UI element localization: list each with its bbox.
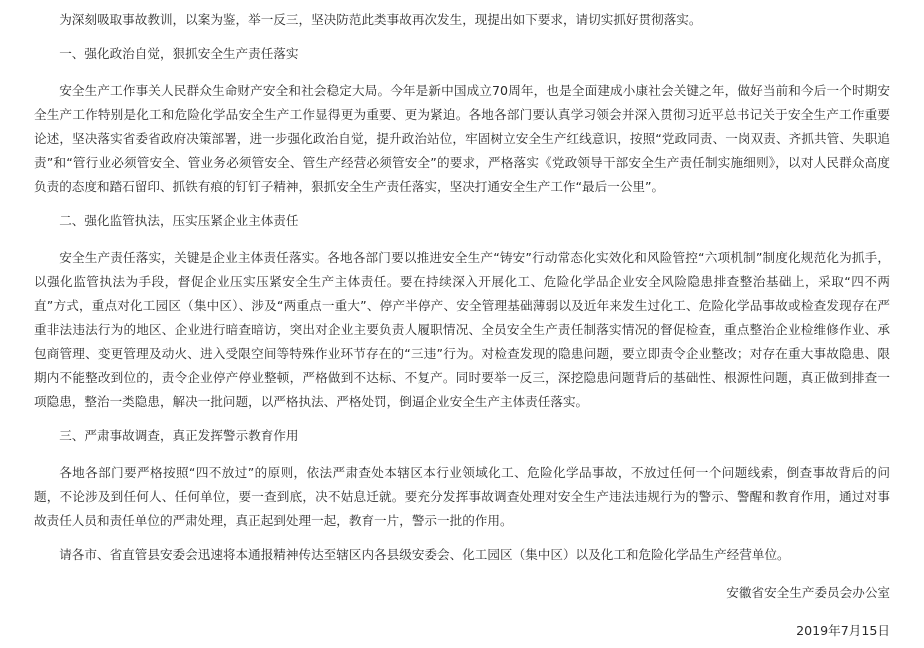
intro-paragraph: 为深刻吸取事故教训，以案为鉴，举一反三，坚决防范此类事故再次发生，现提出如下要求，请切实抓好贯彻落实。 xyxy=(59,12,702,27)
signature-organization: 安徽省安全生产委员会办公室 xyxy=(726,585,890,600)
section-3-heading: 三、严肃事故调查，真正发挥警示教育作用 xyxy=(59,428,299,443)
closing-paragraph: 请各市、省直管县安委会迅速将本通报精神传达至辖区内各县级安委会、化工园区（集中区）以及化工和危险化学品生产经营单位。 xyxy=(59,547,790,562)
signature-date: 2019年7月15日 xyxy=(796,623,890,638)
section-3-body: 各地各部门要严格按照“四不放过”的原则，依法严肃查处本辖区本行业领域化工、危险化学品事故，不放过任何一个问题线索，倒查事故背后的问题，不论涉及到任何人、任何单位，要一查到底，决不姑息迁就。要充分发挥事故调查处理对安全生产违法违规行为的警示、警醒和教育作用，通过对事故责任人员和责任单位的严肃处理，真正起到处理一起，教育一片，警示一批的作用。 xyxy=(34,465,890,528)
section-2-heading: 二、强化监管执法，压实压紧企业主体责任 xyxy=(59,213,299,228)
section-1-heading: 一、强化政治自觉，狠抓安全生产责任落实 xyxy=(59,46,299,61)
section-2-body: 安全生产责任落实，关键是企业主体责任落实。各地各部门要以推进安全生产“铸安”行动常态化实效化和风险管控“六项机制”制度化规范化为抓手，以强化监管执法为手段，督促企业压实压紧安全生产主体责任。要在持续深入开展化工、危险化学品企业安全风险隐患排查整治基础上，采取“四不两直”方式，重点对化工园区（集中区）、涉及“两重点一重大”、停产半停产、安全管理基础薄弱以及近年来发生过化工、危险化学品事故或检查发现存在严重非法违法行为的地区、企业进行暗查暗访，突出对企业主要负责人履职情况、全员安全生产责任制落实情况的督促检查，重点整治企业检维修作业、承包商管理、变更管理及动火、进入受限空间等特殊作业环节存在的“三违”行为。对检查发现的隐患问题，要立即责令企业整改；对存在重大事故隐患、限期内不能整改到位的，责令企业停产停业整顿，严格做到不达标、不复产。同时要举一反三，深挖隐患问题背后的基础性、根源性问题，真正做到排查一项隐患，整治一类隐患，解决一批问题，以严格执法、严格处罚，倒逼企业安全生产主体责任落实。 xyxy=(34,250,890,409)
section-1-body: 安全生产工作事关人民群众生命财产安全和社会稳定大局。今年是新中国成立70周年，也是全面建成小康社会关键之年，做好当前和今后一个时期安全生产工作特别是化工和危险化学品安全生产工作显得更为重要、更为紧迫。各地各部门要认真学习领会并深入贯彻习近平总书记关于安全生产工作重要论述，坚决落实省委省政府决策部署，进一步强化政治自觉，提升政治站位，牢固树立安全生产红线意识，按照“党政同责、一岗双责、齐抓共管、失职追责”和“管行业必须管安全、管业务必须管安全、管生产经营必须管安全”的要求，严格落实《党政领导干部安全生产责任制实施细则》，以对人民群众高度负责的态度和踏石留印、抓铁有痕的钉钉子精神，狠抓安全生产责任落实，坚决打通安全生产工作“最后一公里”。 xyxy=(34,83,890,194)
